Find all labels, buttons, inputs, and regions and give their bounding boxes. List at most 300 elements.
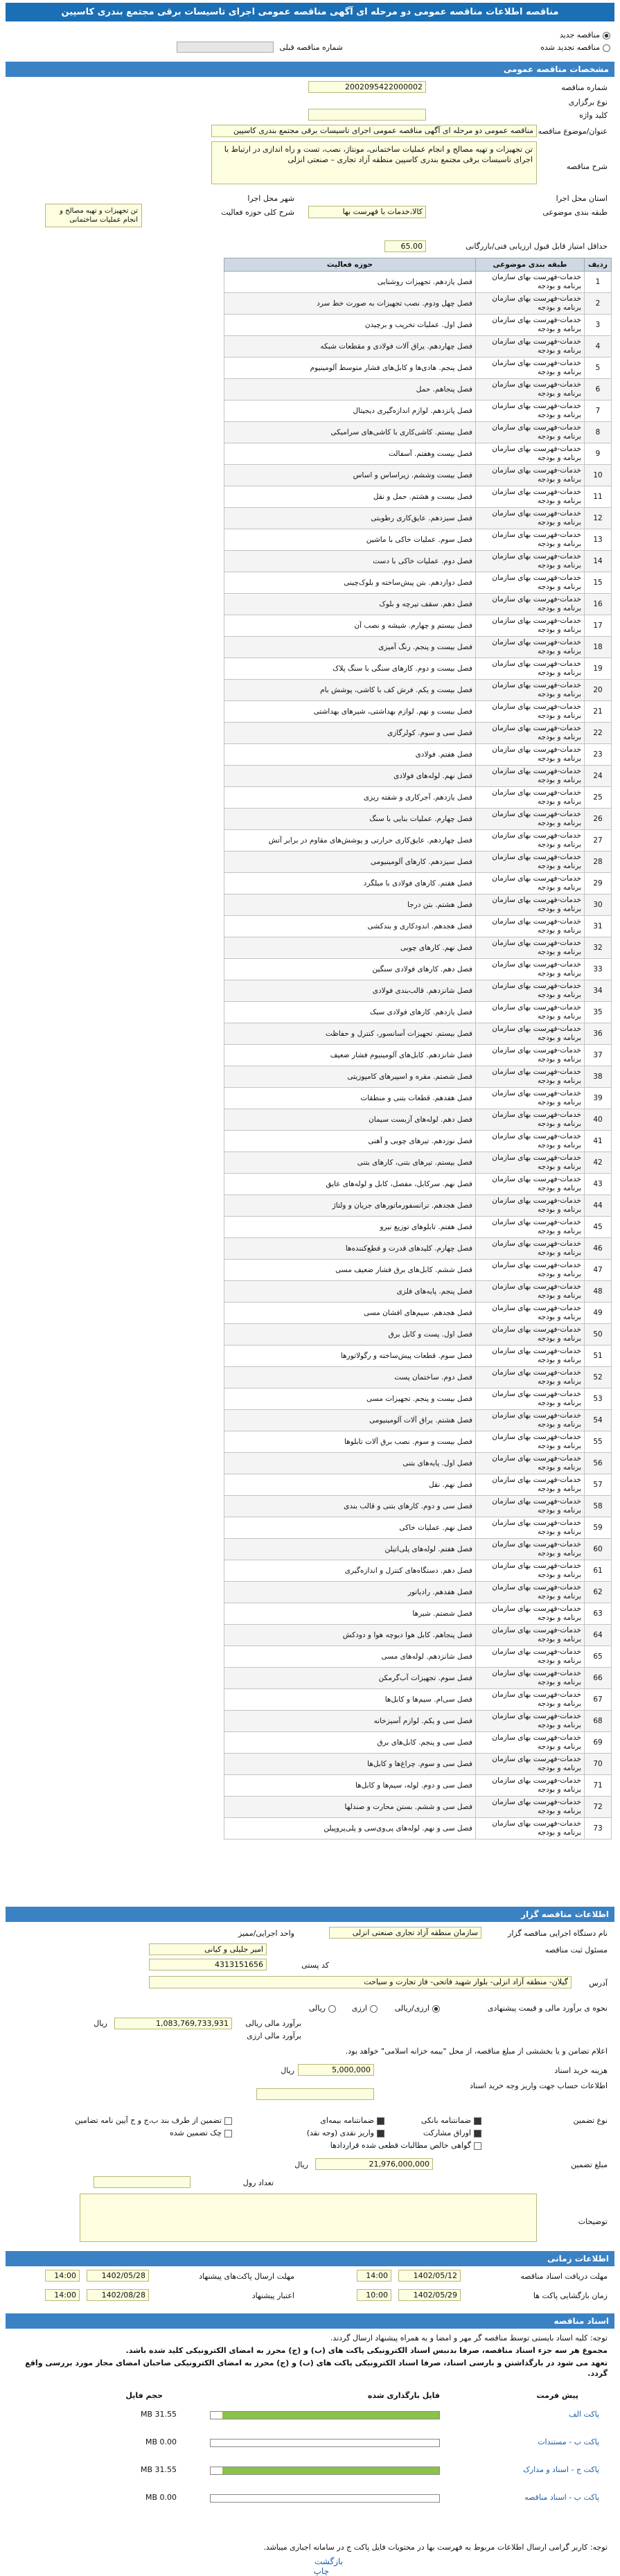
file-upload-bar (210, 2439, 440, 2447)
activity-row-number: 62 (585, 1582, 612, 1603)
file-size: 0.00 MB (145, 2437, 177, 2446)
file-upload-fill (222, 2412, 440, 2419)
activity-class: خدمات-فهرست بهای سازمان برنامه و بودجه (476, 1131, 585, 1152)
activity-class: خدمات-فهرست بهای سازمان برنامه و بودجه (476, 1045, 585, 1066)
activity-field: فصل سوم. عملیات خاکی با ماشین (224, 529, 476, 551)
valid-date-label: اعتبار پیشنهاد (251, 2291, 294, 2300)
estimate-note: اعلام تضامن و یا بخششی از مبلغ مناقصه، از محل "بیمه خزانه اسلامی" خواهد بود. (345, 2047, 608, 2056)
activity-field: فصل سوم. قطعات پیش‌ساخته و رگولاتورها (224, 1346, 476, 1367)
activity-row (224, 1603, 612, 1625)
code-label: کلید واژه (579, 111, 608, 120)
activity-class: خدمات-فهرست بهای سازمان برنامه و بودجه (476, 1367, 585, 1388)
activity-field: فصل چهارم. عملیات بنایی با سنگ (224, 809, 476, 830)
activity-row (224, 894, 612, 916)
activity-row (224, 465, 612, 486)
activity-row (224, 1689, 612, 1711)
activity-class: خدمات-فهرست بهای سازمان برنامه و بودجه (476, 551, 585, 572)
page-title: مناقصه اطلاعات مناقصه عمومی دو مرحله ای آگهی مناقصه عمومی اجرای تاسیسات برقی مجتمع بندری کاسپین (6, 3, 614, 21)
number-label: شماره مناقصه (561, 83, 608, 92)
file-name[interactable]: پاکت ب - مستندات (538, 2437, 599, 2446)
activity-class: خدمات-فهرست بهای سازمان برنامه و بودجه (476, 272, 585, 293)
number-field: 2002095422000002 (308, 81, 426, 93)
activity-field: فصل شصتم. شیرها (224, 1603, 476, 1625)
checkbox-checked-icon[interactable] (377, 2117, 384, 2125)
activity-class: خدمات-فهرست بهای سازمان برنامه و بودجه (476, 1732, 585, 1754)
activity-field: فصل چهاردهم. یراق آلات فولادی و مقطعات شبکه (224, 336, 476, 358)
activity-row-number: 3 (585, 315, 612, 336)
activity-row (224, 572, 612, 594)
activity-row (224, 658, 612, 680)
activity-row (224, 1388, 612, 1410)
activity-row (224, 443, 612, 465)
activity-class: خدمات-فهرست بهای سازمان برنامه و بودجه (476, 1711, 585, 1732)
activity-field: فصل سوم. تجهیزات آب‌گرمکن (224, 1668, 476, 1689)
print-link[interactable]: چاپ (313, 2566, 329, 2576)
opt-rial[interactable] (309, 2004, 336, 2013)
activity-field: فصل سی و دوم. لوله، سیم‌ها و کابل‌ها (224, 1775, 476, 1797)
activity-field: فصل بیست وششم. زیراساس و اساس (224, 465, 476, 486)
activity-field: فصل پنجاهم. کابل هوا دیوچه هوا و دودکش (224, 1625, 476, 1646)
opt-currency-label: ارزی (351, 2004, 367, 2013)
guarantee-bank-label: ضمانتنامه بانکی (420, 2116, 471, 2125)
activity-field: فصل هشتم. بتن درجا (224, 894, 476, 916)
doc-note-1: توجه: کلیه اسناد بایستی توسط مناقصه گر مهر و امضا و به همراه پیشنهاد ارسال گردند. (330, 2334, 608, 2343)
activity-class: خدمات-فهرست بهای سازمان برنامه و بودجه (476, 852, 585, 873)
activity-field: فصل بیستم و چهارم. شیشه و نصب آن (224, 615, 476, 637)
activity-class: خدمات-فهرست بهای سازمان برنامه و بودجه (476, 1754, 585, 1775)
activity-class: خدمات-فهرست بهای سازمان برنامه و بودجه (476, 1517, 585, 1539)
activity-row (224, 486, 612, 508)
valid-time-field: 14:00 (45, 2289, 80, 2301)
activity-row (224, 1346, 612, 1367)
activity-row (224, 1496, 612, 1517)
file-row (0, 2490, 620, 2511)
code-field (308, 109, 426, 121)
org-unit-label: واحد اجرایی/ممیز (238, 1929, 294, 1938)
activity-class: خدمات-فهرست بهای سازمان برنامه و بودجه (476, 529, 585, 551)
org-name-field: سازمان منطقه آزاد تجاری صنعتی انزلی (329, 1927, 481, 1939)
activity-row (224, 1174, 612, 1195)
activity-field: فصل اول. پست و کابل برق (224, 1324, 476, 1346)
activity-field: فصل بیستم. تیرهای بتنی، کارهای بتنی (224, 1152, 476, 1174)
cond-field (94, 2176, 191, 2188)
activity-row-number: 45 (585, 1217, 612, 1238)
activity-field: فصل بیستم. تجهیزات آسانسور، کنترل و حفاظت (224, 1023, 476, 1045)
activity-class: خدمات-فهرست بهای سازمان برنامه و بودجه (476, 508, 585, 529)
activity-field: فصل دوم. ساختمان پست (224, 1367, 476, 1388)
activity-field: فصل سی و دوم. کارهای بتنی و قالب بندی (224, 1496, 476, 1517)
activity-field: فصل پنجم. هادی‌ها و کابل‌های فشار متوسط آلومینیوم (224, 358, 476, 379)
activity-row (224, 744, 612, 766)
activity-class: خدمات-فهرست بهای سازمان برنامه و بودجه (476, 1689, 585, 1711)
activity-row-number: 23 (585, 744, 612, 766)
activity-row-number: 70 (585, 1754, 612, 1775)
activity-class: خدمات-فهرست بهای سازمان برنامه و بودجه (476, 572, 585, 594)
col-row-header: ردیف (585, 258, 612, 272)
activity-row-number: 49 (585, 1303, 612, 1324)
activity-row-number: 7 (585, 400, 612, 422)
new-tender-radio[interactable] (560, 30, 610, 39)
activity-row (224, 615, 612, 637)
organizer-section-header: اطلاعات مناقصه گزار (6, 1907, 614, 1922)
activity-row-number: 12 (585, 508, 612, 529)
activity-class: خدمات-فهرست بهای سازمان برنامه و بودجه (476, 1431, 585, 1453)
file-name[interactable]: پاکت ب - اسناد مناقصه (524, 2493, 599, 2502)
activity-class: خدمات-فهرست بهای سازمان برنامه و بودجه (476, 315, 585, 336)
activity-row (224, 400, 612, 422)
open-date-label: زمان بازگشایی پاکت ها (533, 2291, 608, 2300)
prev-tender-field (177, 42, 274, 53)
activity-row-number: 16 (585, 594, 612, 615)
activity-field: فصل چهل ودوم. نصب تجهیزات به صورت خط سرد (224, 293, 476, 315)
activity-row-number: 26 (585, 809, 612, 830)
activity-row-number: 8 (585, 422, 612, 443)
guarantee-insurance[interactable] (320, 2116, 384, 2125)
activity-row (224, 1023, 612, 1045)
opt-currency[interactable] (352, 2004, 378, 2013)
file-row (0, 2462, 620, 2483)
activity-row-number: 28 (585, 852, 612, 873)
checkbox-checked-icon[interactable] (474, 2117, 481, 2125)
activity-row-number: 19 (585, 658, 612, 680)
deposit-field (256, 2088, 374, 2100)
guarantee-claims-label: گواهی خالص مطالبات قطعی شده قراردادها (330, 2141, 471, 2150)
file-row (0, 2407, 620, 2428)
activity-field: فصل نوزدهم. تیرهای چوبی و آهنی (224, 1131, 476, 1152)
activity-field: فصل دوم. عملیات خاکی با دست (224, 551, 476, 572)
activity-row-number: 73 (585, 1818, 612, 1840)
activity-field: فصل اول. پایه‌های بتنی (224, 1453, 476, 1474)
activity-row (224, 594, 612, 615)
activity-row-number: 17 (585, 615, 612, 637)
activity-class: خدمات-فهرست بهای سازمان برنامه و بودجه (476, 1818, 585, 1840)
activity-class: خدمات-فهرست بهای سازمان برنامه و بودجه (476, 1260, 585, 1281)
activity-row (224, 336, 612, 358)
radio-icon[interactable] (603, 44, 610, 52)
prev-tender-label: شماره مناقصه قبلی (279, 43, 343, 52)
activity-field: فصل سیزدهم. کارهای آلومینیومی (224, 852, 476, 873)
activity-class: خدمات-فهرست بهای سازمان برنامه و بودجه (476, 1002, 585, 1023)
guarantee-other-label: تضمین از طرف بند ب،ج و ح آیین نامه تضامین (75, 2116, 222, 2125)
activity-field: فصل نهم. لوله‌های فولادی (224, 766, 476, 787)
activity-row-number: 27 (585, 830, 612, 852)
checkbox-icon[interactable] (224, 2130, 232, 2137)
activity-field: فصل سی و سوم. کولرگازی (224, 723, 476, 744)
cond-label: تعداد رول (242, 2178, 274, 2187)
activity-row (224, 1668, 612, 1689)
documents-section-header: اسناد مناقصه (6, 2313, 614, 2329)
checkbox-icon[interactable] (474, 2142, 481, 2150)
activity-field: فصل سی و یکم. لوازم آسیزخانه (224, 1711, 476, 1732)
activity-row (224, 830, 612, 852)
recv-time-field: 14:00 (45, 2270, 80, 2282)
kind-field: تن تجهیزات و تهیه مصالح و انجام عملیات ساختمانی (45, 204, 142, 227)
activity-row (224, 1646, 612, 1668)
activity-class: خدمات-فهرست بهای سازمان برنامه و بودجه (476, 744, 585, 766)
opt-rial-label: ریالی (308, 2004, 326, 2013)
activity-class: خدمات-فهرست بهای سازمان برنامه و بودجه (476, 379, 585, 400)
activity-field: فصل بیست و دوم. کارهای سنگی با سنگ پلاک (224, 658, 476, 680)
activity-row-number: 40 (585, 1109, 612, 1131)
activity-row-number: 50 (585, 1324, 612, 1346)
activity-row (224, 680, 612, 701)
responsible-label: مسئول ثبت مناقصه (544, 1946, 608, 1955)
activity-class: خدمات-فهرست بهای سازمان برنامه و بودجه (476, 1152, 585, 1174)
activity-row (224, 1281, 612, 1303)
activity-row-number: 65 (585, 1646, 612, 1668)
checkbox-checked-icon[interactable] (474, 2130, 481, 2137)
opt-rial-currency[interactable] (395, 2004, 440, 2013)
guarantee-claims[interactable] (330, 2141, 481, 2150)
class-field: کالا،خدمات با فهرست بها (308, 206, 426, 218)
activity-row (224, 1517, 612, 1539)
activity-field: فصل دهم. سقف تیرچه و بلوک (224, 594, 476, 615)
class-label: طبقه بندی موضوعی (542, 208, 608, 217)
activity-field: فصل دوازدهم. بتن پیش‌ساخته و بلوک‌چینی (224, 572, 476, 594)
pub-date-label: مهلت دریافت اسناد مناقصه (520, 2272, 608, 2281)
activity-field: فصل سی و ششم. بستن محارت و صندلها (224, 1797, 476, 1818)
activity-row-number: 58 (585, 1496, 612, 1517)
activity-class: خدمات-فهرست بهای سازمان برنامه و بودجه (476, 1582, 585, 1603)
guarantee-cash-label: واریز نقدی (وجه نقد) (306, 2128, 374, 2137)
checkbox-icon[interactable] (224, 2117, 232, 2125)
activity-row-number: 5 (585, 358, 612, 379)
activity-class: خدمات-فهرست بهای سازمان برنامه و بودجه (476, 400, 585, 422)
activity-row (224, 1238, 612, 1260)
address-field: گیلان- منطقه آزاد انزلی- بلوار شهید فاتحی- فاز تجارت و سیاحت (149, 1976, 572, 1988)
guarantee-bank[interactable] (421, 2116, 481, 2125)
activity-row-number: 34 (585, 980, 612, 1002)
activity-row-number: 35 (585, 1002, 612, 1023)
guarantee-amount-field: 21,976,000,000 (315, 2158, 433, 2170)
activity-class: خدمات-فهرست بهای سازمان برنامه و بودجه (476, 1668, 585, 1689)
doc-price-unit: ریال (281, 2066, 294, 2075)
activity-class: خدمات-فهرست بهای سازمان برنامه و بودجه (476, 1646, 585, 1668)
estimate-type-label: نحوه ی برآورد مالی و قیمت پیشنهادی (487, 2004, 608, 2013)
radio-selected-icon[interactable] (432, 2005, 440, 2013)
deposit-label: اطلاعات حساب جهت واریز وجه خرید اسناد (470, 2081, 608, 2090)
activity-row-number: 41 (585, 1131, 612, 1152)
activity-row (224, 637, 612, 658)
radio-selected-icon[interactable] (603, 32, 610, 39)
activity-row-number: 9 (585, 443, 612, 465)
guarantee-check[interactable] (170, 2128, 232, 2137)
type-label: نوع برگزاری (568, 98, 608, 107)
activity-field: فصل سی و نهم. لوله‌های پی‌وی‌سی و پلی‌پروپیلن (224, 1818, 476, 1840)
radio-icon[interactable] (328, 2005, 336, 2013)
activity-field: فصل هفتم. کارهای فولادی با میلگرد (224, 873, 476, 894)
activity-class: خدمات-فهرست بهای سازمان برنامه و بودجه (476, 422, 585, 443)
file-size: 31.55 MB (140, 2410, 177, 2419)
activity-row (224, 1303, 612, 1324)
activity-row (224, 293, 612, 315)
activity-row-number: 31 (585, 916, 612, 937)
activity-row-number: 32 (585, 937, 612, 959)
activity-row-number: 61 (585, 1560, 612, 1582)
activity-class: خدمات-فهرست بهای سازمان برنامه و بودجه (476, 1775, 585, 1797)
amount-label: برآورد مالی ریالی (245, 2019, 301, 2028)
activity-field: فصل هشتم. یراق آلات آلومینیومی (224, 1410, 476, 1431)
activity-class: خدمات-فهرست بهای سازمان برنامه و بودجه (476, 1023, 585, 1045)
guarantee-cash[interactable] (307, 2128, 384, 2137)
activity-class: خدمات-فهرست بهای سازمان برنامه و بودجه (476, 1496, 585, 1517)
city-label: شهر محل اجرا (247, 194, 294, 203)
activity-row-number: 18 (585, 637, 612, 658)
activity-row (224, 1625, 612, 1646)
postal-code-field: 4313151656 (149, 1959, 267, 1970)
activity-class: خدمات-فهرست بهای سازمان برنامه و بودجه (476, 1388, 585, 1410)
activity-row (224, 937, 612, 959)
activity-class: خدمات-فهرست بهای سازمان برنامه و بودجه (476, 1625, 585, 1646)
new-tender-label: مناقصه جدید (559, 30, 600, 39)
activity-field: فصل بیست وهفتم. آسفالت (224, 443, 476, 465)
activity-class: خدمات-فهرست بهای سازمان برنامه و بودجه (476, 1474, 585, 1496)
guarantee-bonds[interactable] (423, 2128, 481, 2137)
activity-row-number: 44 (585, 1195, 612, 1217)
activity-row-number: 52 (585, 1367, 612, 1388)
activity-row (224, 529, 612, 551)
activity-row-number: 56 (585, 1453, 612, 1474)
activity-row-number: 39 (585, 1088, 612, 1109)
activity-class: خدمات-فهرست بهای سازمان برنامه و بودجه (476, 1303, 585, 1324)
open-time-field: 10:00 (357, 2289, 391, 2301)
min-score-label: حداقل امتیاز قابل قبول ارزیابی فنی/بازرگانی (466, 242, 608, 251)
activity-class: خدمات-فهرست بهای سازمان برنامه و بودجه (476, 723, 585, 744)
activity-field: فصل ششم. کابل‌های برق فشار ضعیف مسی (224, 1260, 476, 1281)
valid-date-field: 1402/08/28 (87, 2289, 149, 2301)
activity-class: خدمات-فهرست بهای سازمان برنامه و بودجه (476, 787, 585, 809)
activity-row-number: 46 (585, 1238, 612, 1260)
pub-time-field: 14:00 (357, 2270, 391, 2282)
activity-class: خدمات-فهرست بهای سازمان برنامه و بودجه (476, 1453, 585, 1474)
back-link[interactable]: بازگشت (315, 2557, 343, 2566)
activity-row-number: 30 (585, 894, 612, 916)
postal-code-label: کد پستی (301, 1961, 329, 1970)
activity-row-number: 38 (585, 1066, 612, 1088)
activity-field: فصل بیست و یکم. فرش کف با کاشی، پوشش بام (224, 680, 476, 701)
activity-class: خدمات-فهرست بهای سازمان برنامه و بودجه (476, 1410, 585, 1431)
activity-class: خدمات-فهرست بهای سازمان برنامه و بودجه (476, 1797, 585, 1818)
activity-row-number: 67 (585, 1689, 612, 1711)
activity-class: خدمات-فهرست بهای سازمان برنامه و بودجه (476, 486, 585, 508)
activity-row-number: 54 (585, 1410, 612, 1431)
activity-row-number: 20 (585, 680, 612, 701)
province-label: استان محل اجرا (556, 194, 608, 203)
activity-row (224, 1431, 612, 1453)
activity-row (224, 1066, 612, 1088)
activity-class: خدمات-فهرست بهای سازمان برنامه و بودجه (476, 1066, 585, 1088)
activity-row-number: 68 (585, 1711, 612, 1732)
activity-row-number: 66 (585, 1668, 612, 1689)
activity-field: فصل یازدهم. تجهیزات روشنایی (224, 272, 476, 293)
activity-class: خدمات-فهرست بهای سازمان برنامه و بودجه (476, 809, 585, 830)
activity-field: فصل یازدهم. کارهای فولادی سبک (224, 1002, 476, 1023)
estimate-desc-field (80, 2194, 537, 2242)
guarantee-other[interactable] (75, 2116, 232, 2125)
activity-row (224, 787, 612, 809)
activity-row (224, 766, 612, 787)
activity-field: فصل هفتم. لوله‌های پلی‌اتیلن (224, 1539, 476, 1560)
file-upload-bar (210, 2467, 440, 2475)
file-upload-fill (222, 2467, 440, 2474)
activity-row (224, 358, 612, 379)
activity-field: فصل نهم. عملیات خاکی (224, 1517, 476, 1539)
activity-field: فصل هفدهم. قطعات بتنی و منطقات (224, 1088, 476, 1109)
amount-field: 1,083,769,733,931 (114, 2018, 232, 2029)
activity-row (224, 873, 612, 894)
activity-class: خدمات-فهرست بهای سازمان برنامه و بودجه (476, 1174, 585, 1195)
activity-row-number: 25 (585, 787, 612, 809)
activity-field: فصل شانزدهم. لوله‌های مسی (224, 1646, 476, 1668)
activity-class: خدمات-فهرست بهای سازمان برنامه و بودجه (476, 465, 585, 486)
activity-row (224, 1560, 612, 1582)
activity-field: فصل هفتم. تابلوهای توزیع نیرو (224, 1217, 476, 1238)
activity-row (224, 1131, 612, 1152)
activity-row (224, 1109, 612, 1131)
activity-field: فصل دهم. دستگاه‌های کنترل و اندازه‌گیری (224, 1560, 476, 1582)
activity-field: فصل هجدهم. اندودکاری و بندکشی (224, 916, 476, 937)
activity-row (224, 980, 612, 1002)
activity-class: خدمات-فهرست بهای سازمان برنامه و بودجه (476, 637, 585, 658)
dates-section-header: اطلاعات زمانی (6, 2251, 614, 2266)
activity-row-number: 60 (585, 1539, 612, 1560)
file-row (0, 2435, 620, 2455)
doc-price-label: هزینه خرید اسناد (554, 2066, 608, 2075)
activity-row-number: 55 (585, 1431, 612, 1453)
file-size: 31.55 MB (140, 2465, 177, 2474)
activity-class: خدمات-فهرست بهای سازمان برنامه و بودجه (476, 594, 585, 615)
activity-row (224, 1711, 612, 1732)
activity-row (224, 723, 612, 744)
activity-row-number: 69 (585, 1732, 612, 1754)
renew-tender-radio[interactable] (540, 43, 610, 52)
activity-row (224, 1818, 612, 1840)
file-name[interactable]: پاکت ج - اسناد و مدارک (522, 2465, 599, 2474)
activity-field: فصل بیست و هشتم. حمل و نقل (224, 486, 476, 508)
activity-row (224, 1410, 612, 1431)
activity-field: فصل سی و پنجم. کابل‌های برق (224, 1732, 476, 1754)
activity-class: خدمات-فهرست بهای سازمان برنامه و بودجه (476, 916, 585, 937)
activity-row (224, 1539, 612, 1560)
activity-row (224, 1732, 612, 1754)
activity-row (224, 1045, 612, 1066)
activity-row-number: 37 (585, 1045, 612, 1066)
recv-date-label: مهلت ارسال پاکت‌های پیشنهاد (199, 2272, 294, 2281)
activity-class: خدمات-فهرست بهای سازمان برنامه و بودجه (476, 1088, 585, 1109)
activity-row-number: 63 (585, 1603, 612, 1625)
file-name[interactable]: پاکت الف (569, 2410, 599, 2419)
activity-row-number: 57 (585, 1474, 612, 1496)
activity-row-number: 42 (585, 1152, 612, 1174)
activity-class: خدمات-فهرست بهای سازمان برنامه و بودجه (476, 1603, 585, 1625)
kind-label: شرح کلی حوزه فعالیت (221, 208, 294, 217)
activity-class: خدمات-فهرست بهای سازمان برنامه و بودجه (476, 959, 585, 980)
checkbox-checked-icon[interactable] (377, 2130, 384, 2137)
col-field-header: حوزه فعالیت (224, 258, 476, 272)
activities-table (224, 258, 612, 1840)
file-col-size: حجم فایل (125, 2391, 163, 2400)
activity-row (224, 1088, 612, 1109)
activity-row (224, 1474, 612, 1496)
radio-icon[interactable] (370, 2005, 378, 2013)
activity-row-number: 71 (585, 1775, 612, 1797)
open-date-field: 1402/05/29 (398, 2289, 461, 2301)
activity-class: خدمات-فهرست بهای سازمان برنامه و بودجه (476, 658, 585, 680)
activity-row-number: 1 (585, 272, 612, 293)
activity-row (224, 508, 612, 529)
address-label: آدرس (589, 1979, 608, 1988)
activity-class: خدمات-فهرست بهای سازمان برنامه و بودجه (476, 443, 585, 465)
